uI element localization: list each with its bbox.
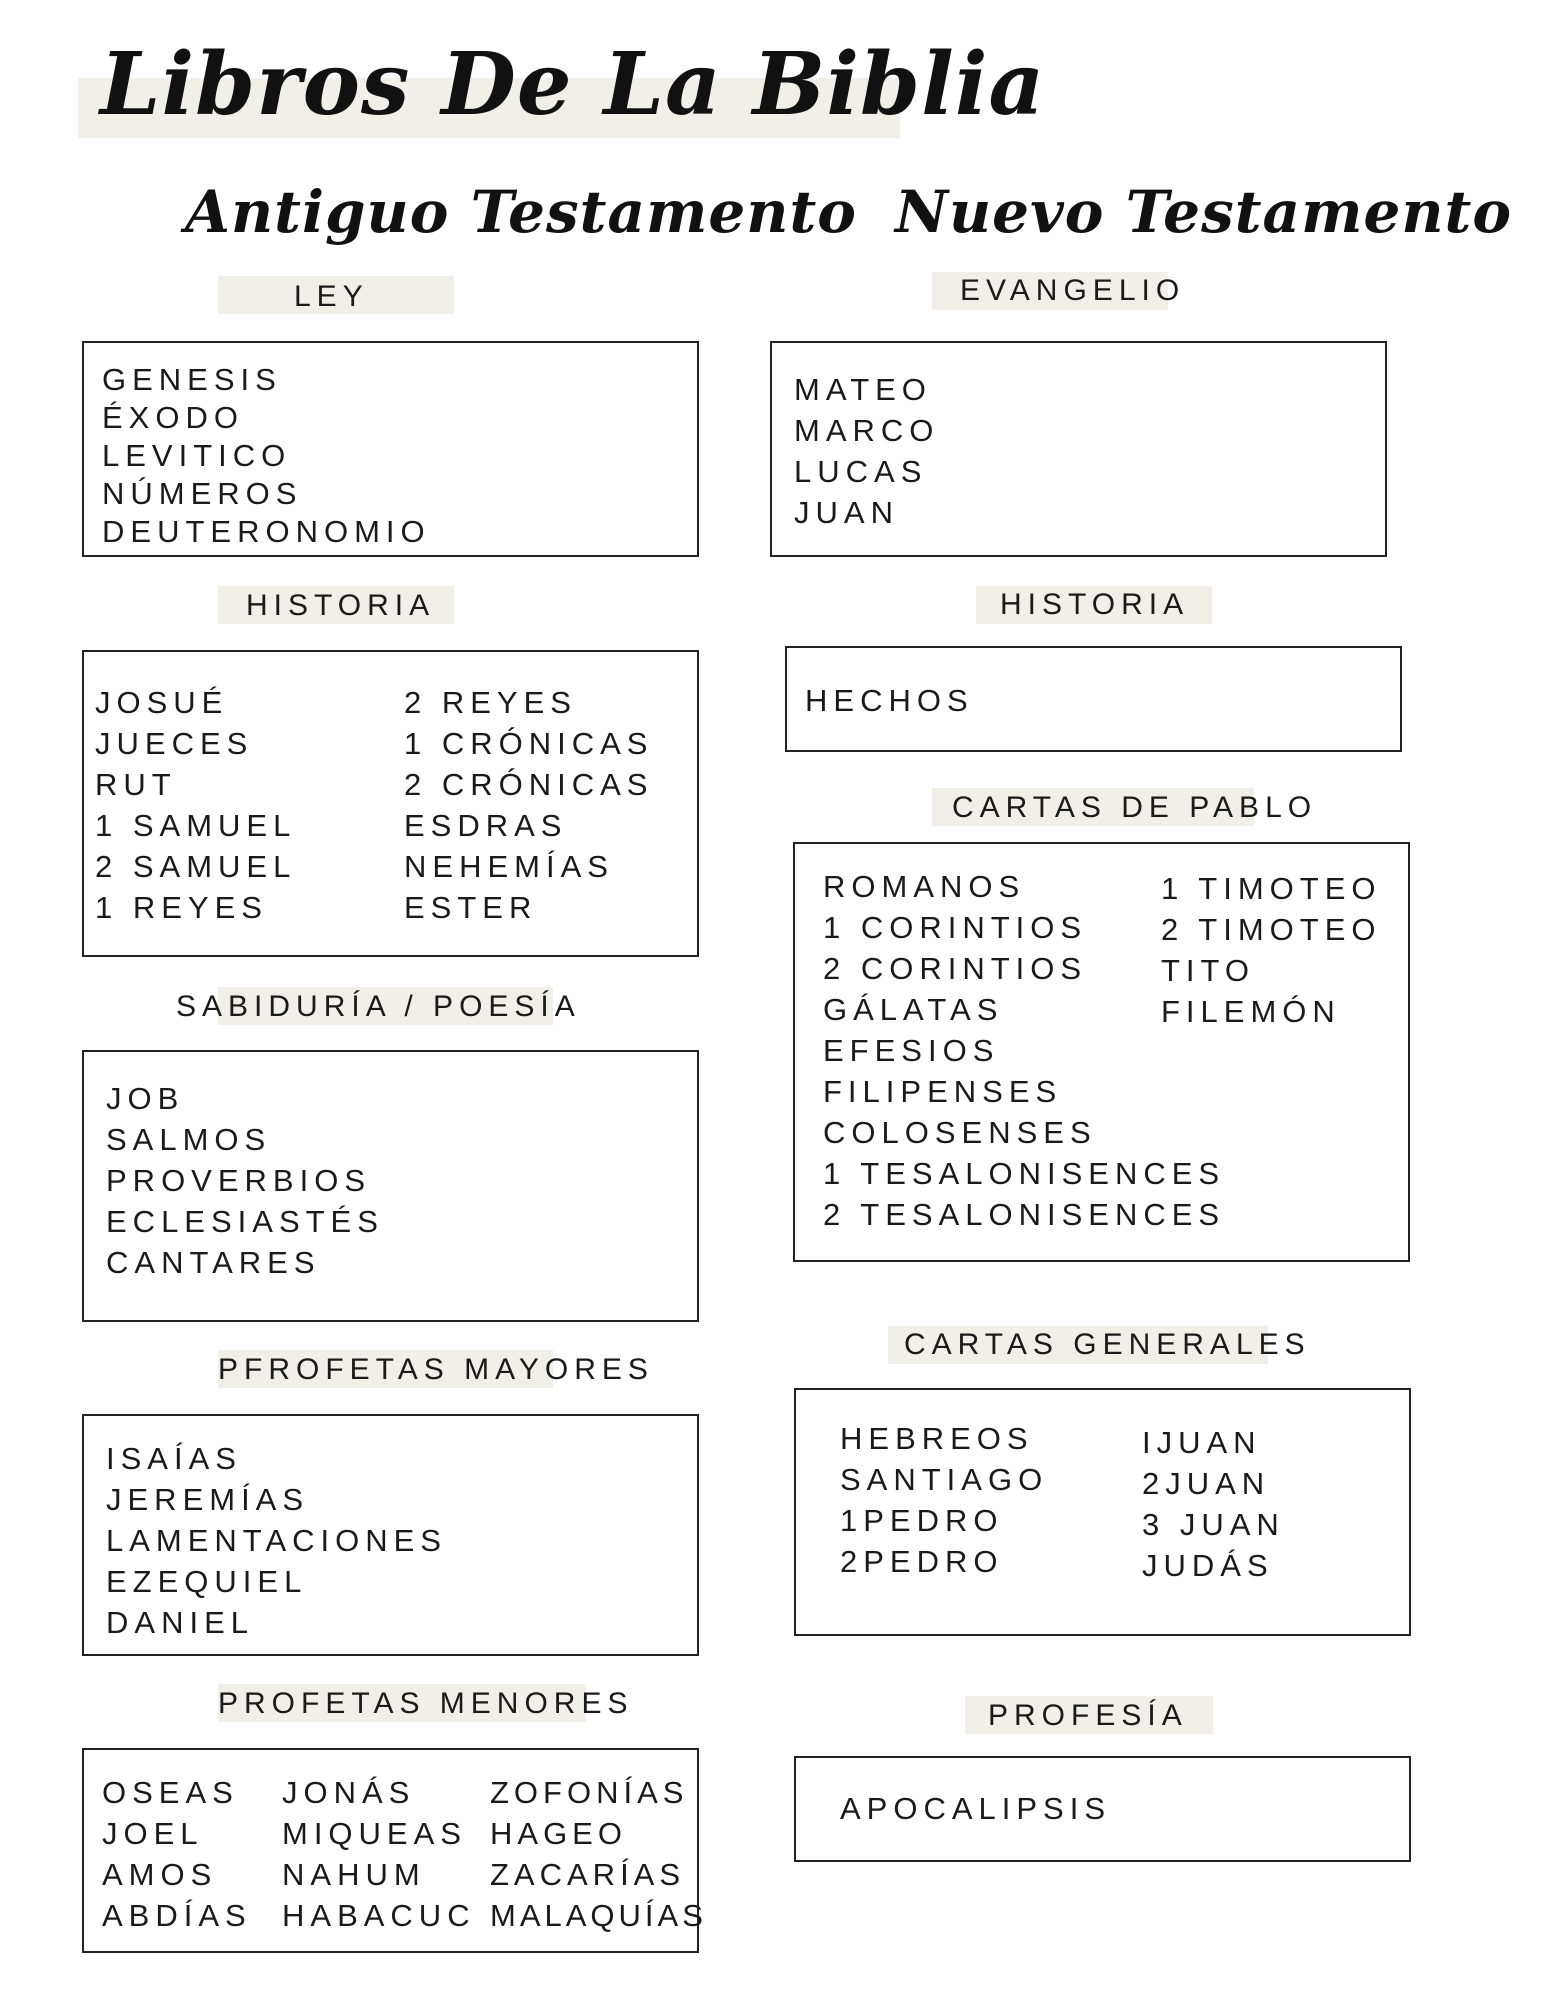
list-item: 1 TESALONISENCES <box>823 1156 1226 1191</box>
list-item: HEBREOS <box>840 1421 1034 1456</box>
list-item: ÉXODO <box>102 400 244 435</box>
list-item: JOB <box>106 1081 185 1116</box>
list-item: 2 REYES <box>404 685 577 720</box>
list-item: APOCALIPSIS <box>840 1791 1112 1826</box>
ley-box <box>82 341 699 557</box>
menores-list-3 <box>490 1772 707 1936</box>
section-label-profesia: PROFESÍA <box>988 1699 1188 1732</box>
list-item: ECLESIASTÉS <box>106 1204 384 1239</box>
list-item: 2 SAMUEL <box>95 849 297 884</box>
list-item: FILIPENSES <box>823 1074 1063 1109</box>
historia-old-box <box>82 650 699 957</box>
list-item: 1 REYES <box>95 890 268 925</box>
list-item: ESDRAS <box>404 808 568 843</box>
list-item: MIQUEAS <box>282 1816 467 1851</box>
list-item: DEUTERONOMIO <box>102 514 431 549</box>
list-item: EFESIOS <box>823 1033 1000 1068</box>
list-item: RUT <box>95 767 177 802</box>
section-label-historia-old: HISTORIA <box>246 589 436 622</box>
section-label-ley: LEY <box>294 280 369 313</box>
list-item: HECHOS <box>805 683 974 718</box>
list-item: MATEO <box>794 372 932 407</box>
list-item: ZACARÍAS <box>490 1857 686 1892</box>
section-label-sabiduria: SABIDURÍA / POESÍA <box>176 990 581 1023</box>
list-item: 1 CRÓNICAS <box>404 726 654 761</box>
mayores-box <box>82 1414 699 1656</box>
evangelio-box <box>770 341 1387 557</box>
list-item: 1 SAMUEL <box>95 808 297 843</box>
list-item: ZOFONÍAS <box>490 1775 689 1810</box>
list-item: TITO <box>1161 953 1256 988</box>
list-item: FILEMÓN <box>1161 994 1341 1029</box>
list-item: ABDÍAS <box>102 1898 252 1933</box>
list-item: SANTIAGO <box>840 1462 1049 1497</box>
section-label-evangelio: EVANGELIO <box>960 274 1186 307</box>
list-item: 2PEDRO <box>840 1544 1004 1579</box>
list-item: LEVITICO <box>102 438 292 473</box>
mayores-list <box>106 1438 447 1643</box>
profesia-box <box>794 1756 1411 1862</box>
list-item: JONÁS <box>282 1775 416 1810</box>
list-item: LUCAS <box>794 454 928 489</box>
list-item: HABACUC <box>282 1898 476 1933</box>
list-item: JUAN <box>794 495 899 530</box>
sabiduria-box <box>82 1050 699 1322</box>
list-item: ROMANOS <box>823 869 1026 904</box>
list-item: ISAÍAS <box>106 1441 242 1476</box>
historia-new-list <box>805 680 974 721</box>
list-item: 2 TESALONISENCES <box>823 1197 1226 1232</box>
list-item: OSEAS <box>102 1775 239 1810</box>
list-item: LAMENTACIONES <box>106 1523 447 1558</box>
list-item: MALAQUÍAS <box>490 1898 707 1933</box>
list-item: NEHEMÍAS <box>404 849 614 884</box>
list-item: EZEQUIEL <box>106 1564 308 1599</box>
section-label-pablo: CARTAS DE PABLO <box>952 791 1318 824</box>
evangelio-list <box>794 369 939 533</box>
pablo-list-2 <box>1161 868 1382 1032</box>
list-item: HAGEO <box>490 1816 627 1851</box>
profesia-list <box>840 1788 1111 1829</box>
generales-list-1 <box>840 1418 1048 1582</box>
list-item: MARCO <box>794 413 940 448</box>
list-item: CANTARES <box>106 1245 321 1280</box>
list-item: 2JUAN <box>1142 1466 1271 1501</box>
list-item: COLOSENSES <box>823 1115 1097 1150</box>
list-item: DANIEL <box>106 1605 254 1640</box>
sabiduria-list <box>106 1078 384 1283</box>
section-label-menores: PROFETAS MENORES <box>218 1687 634 1720</box>
historia-old-list-2 <box>404 682 653 928</box>
old-testament-heading: Antiguo Testamento <box>185 178 857 246</box>
menores-box <box>82 1748 707 1953</box>
historia-new-box <box>785 646 1402 752</box>
list-item: IJUAN <box>1142 1425 1262 1460</box>
generales-list-2 <box>1142 1422 1285 1586</box>
historia-old-list-1 <box>95 682 296 928</box>
list-item: AMOS <box>102 1857 218 1892</box>
list-item: 2 CORINTIOS <box>823 951 1088 986</box>
list-item: JUDÁS <box>1142 1548 1274 1583</box>
list-item: NAHUM <box>282 1857 426 1892</box>
list-item: JOEL <box>102 1816 204 1851</box>
list-item: GENESIS <box>102 362 282 397</box>
generales-box <box>794 1388 1411 1636</box>
list-item: GÁLATAS <box>823 992 1004 1027</box>
list-item: JUECES <box>95 726 254 761</box>
list-item: 1 TIMOTEO <box>1161 871 1382 906</box>
list-item: 1PEDRO <box>840 1503 1004 1538</box>
list-item: 3 JUAN <box>1142 1507 1285 1542</box>
list-item: NÚMEROS <box>102 476 303 511</box>
ley-list <box>102 361 431 551</box>
list-item: 1 CORINTIOS <box>823 910 1088 945</box>
menores-list-2 <box>282 1772 476 1936</box>
list-item: 2 CRÓNICAS <box>404 767 654 802</box>
page-title: Libros De La Biblia <box>100 34 1046 135</box>
list-item: JEREMÍAS <box>106 1482 310 1517</box>
section-label-generales: CARTAS GENERALES <box>904 1328 1311 1361</box>
section-label-historia-new: HISTORIA <box>1000 588 1190 621</box>
list-item: PROVERBIOS <box>106 1163 371 1198</box>
pablo-box <box>793 842 1410 1262</box>
list-item: 2 TIMOTEO <box>1161 912 1382 947</box>
new-testament-heading: Nuevo Testamento <box>895 178 1513 246</box>
list-item: ESTER <box>404 890 538 925</box>
menores-list-1 <box>102 1772 252 1936</box>
list-item: SALMOS <box>106 1122 272 1157</box>
section-label-mayores: PFROFETAS MAYORES <box>218 1353 654 1386</box>
list-item: JOSUÉ <box>95 685 229 720</box>
